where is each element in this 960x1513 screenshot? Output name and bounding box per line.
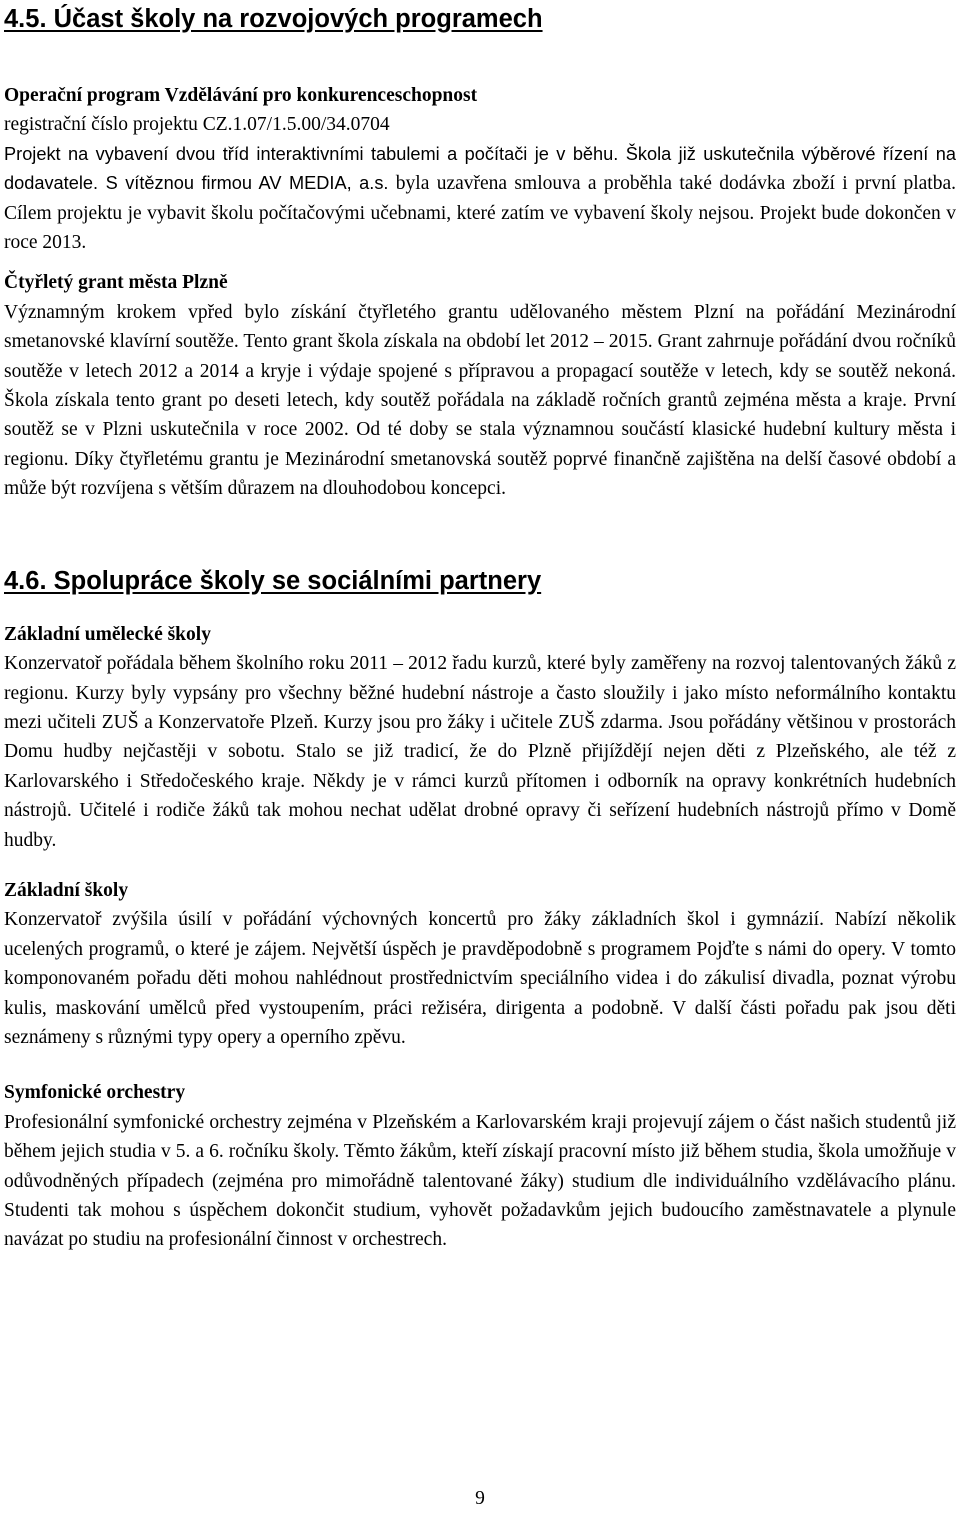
registration-number: registrační číslo projektu CZ.1.07/1.5.00/34.0704 xyxy=(4,114,390,136)
project-paragraph-lead: Projekt na vybavení dvou tříd interaktivními tabulemi a počítači je v běhu. Škola již uskutečnila výběrové řízení na dodavatele. S vítěznou firmou AV MEDIA, a.s. xyxy=(4,143,956,194)
zs-paragraph: Konzervatoř zvýšila úsilí v pořádání výchovných koncertů pro žáky základních škol i gymnázií. Nabízí několik ucelených programů, o které je zájem. Největší úspěch je pravděpodobně s programem Pojďte s námi do opery. V tomto komponovaném pořadu děti mohou nahlédnout prostřednictvím speciálního videa i do zákulisí divadla, poznat výrobu kulis, maskování umělců před vystoupením, práci režiséra, dirigenta a podobně. V další části pořadu pak jsou děti seznámeny s různými typy opery a operního zpěvu. xyxy=(4,909,956,1048)
orchestra-heading: Symfonické orchestry xyxy=(4,1082,186,1104)
zus-heading: Základní umělecké školy xyxy=(4,623,211,645)
op-heading: Operační program Vzdělávání pro konkurenceschopnost xyxy=(4,85,478,106)
section-title-4-6: 4.6. Spolupráce školy se sociálními partnery xyxy=(4,566,542,595)
grant-heading: Čtyřletý grant města Plzně xyxy=(4,272,228,294)
page-number: 9 xyxy=(475,1488,485,1509)
zus-paragraph: Konzervatoř pořádala během školního roku 2011 – 2012 řadu kurzů, které byly zaměřeny na rozvoj talentovaných žáků z regionu. Kurzy byly vypsány pro všechny běžné hudební nástroje a často sloužily i jako místo neformálního kontaktu mezi učiteli ZUŠ a Konzervatoře Plzeň. Kurzy jsou pro žáky i učitele ZUŠ zdarma. Jsou pořádány většinou v prostorách Domu hudby nejčastěji v sobotu. Stalo se již tradicí, že do Plzně přijíždějí nejen děti z Plzeňského, ale též z Karlovarského i Středočeského kraje. Někdy je v rámci kurzů přítomen i odborník na opravy konkrétních hudebních nástrojů. Učitelé i rodiče žáků tak mohou nechat udělat drobné opravy či seřízení hudebních nástrojů přímo v Domě hudby. xyxy=(4,653,956,851)
grant-paragraph: Významným krokem vpřed bylo získání čtyřletého grantu udělovaného městem Plzní na pořádání Mezinárodní smetanovské klavírní soutěže. Tento grant škola získala na období let 2012 – 2015. Grant zahrnuje pořádání dvou ročníků soutěže v letech 2012 a 2014 a kryje i výdaje spojené s přípravou a propagací soutěže v letech, kdy se soutěž nekoná. Škola získala tento grant po deseti letech, kdy soutěž pořádala na základě ročních grantů zejména města a kraje. První soutěž se v Plzni uskutečnila v roce 2002. Od té doby se stala významnou součástí klasické hudební kultury města i regionu. Díky čtyřletému grantu je Mezinárodní smetanovská soutěž poprvé finančně zajištěna na delší časové období a může být rozvíjena s větším důrazem na dlouhodobou koncepci. xyxy=(4,301,956,500)
document-page xyxy=(4,0,956,1255)
project-paragraph xyxy=(4,140,956,258)
zs-heading: Základní školy xyxy=(4,879,129,901)
project-paragraph-rest: byla uzavřena smlouva a proběhla také dodávka zboží i první platba. Cílem projektu je vybavit školu počítačovými učebnami, které zatím ve vybavení školy nejsou. Projekt bude dokončen v roce 2013. xyxy=(4,173,956,254)
section-title-4-5: 4.5. Účast školy na rozvojových programech xyxy=(4,5,543,33)
orchestra-paragraph: Profesionální symfonické orchestry zejména v Plzeňském a Karlovarském kraji projevují zájem o část našich studentů již během jejich studia v 5. a 6. ročníku školy. Těmto žákům, kteří získají pracovní místo již během studia, škola umožňuje v odůvodněných případech (zejména pro mimořádně talentované žáky) studium dle individuálního vzdělávacího plánu. Studenti tak mohou s úspěchem dokončit studium, vyhovět požadavkům jejich budoucího zaměstnavatele a plynule navázat po studiu na profesionální činnost v orchestrech. xyxy=(4,1111,956,1251)
